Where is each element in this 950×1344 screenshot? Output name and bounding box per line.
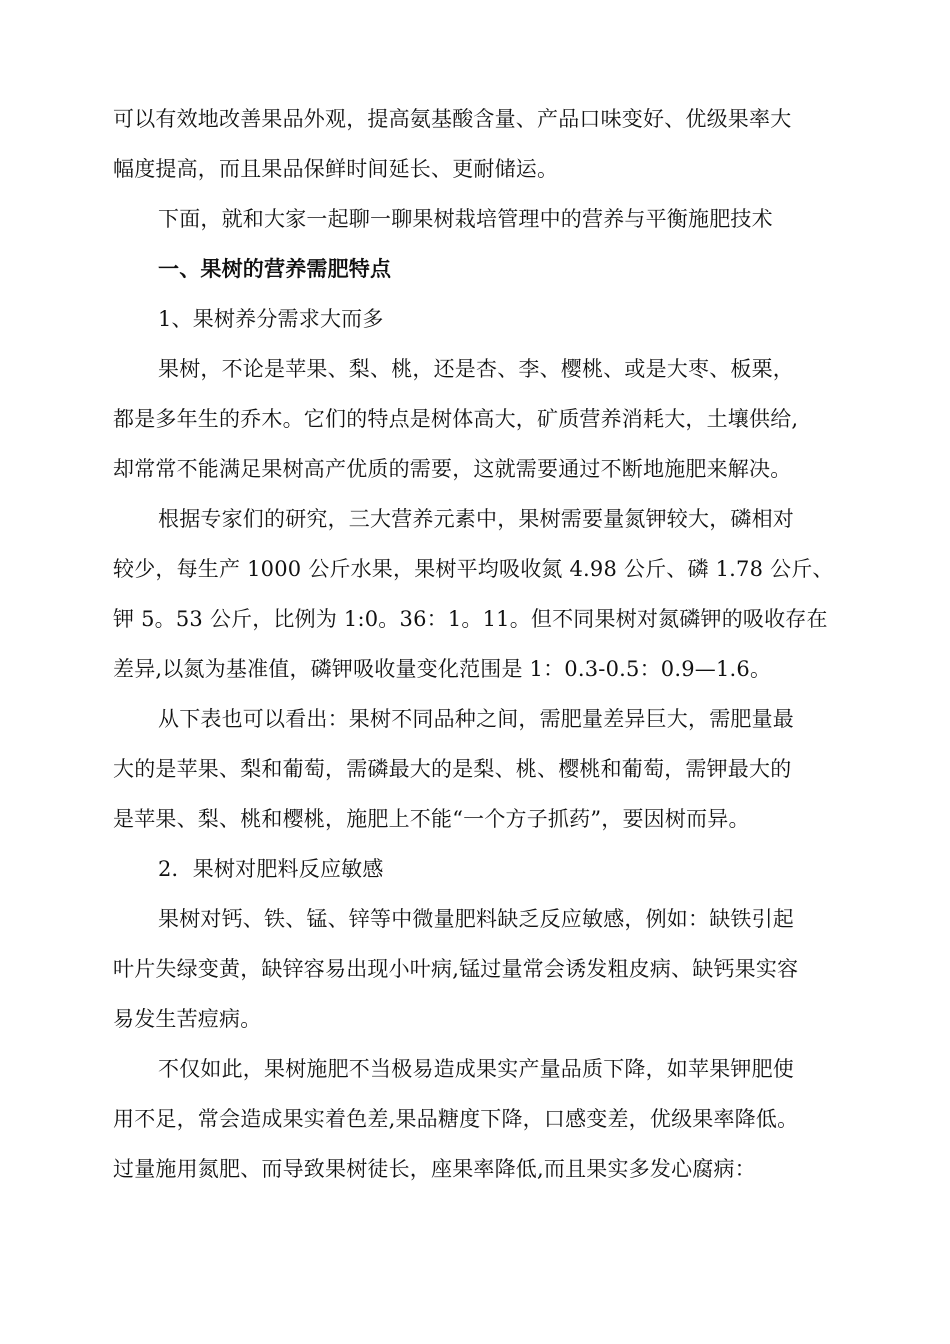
paragraph-line: 是苹果、梨、桃和樱桃，施肥上不能“一个方子抓药”，要因树而异。 (113, 807, 750, 831)
paragraph-line: 叶片失绿变黄，缺锌容易出现小叶病,锰过量常会诱发粗皮病、缺钙果实容 (113, 957, 799, 981)
paragraph-line: 较少，每生产 1000 公斤水果，果树平均吸收氮 4.98 公斤、磷 1.78 公斤、 (113, 557, 834, 581)
paragraph-line: 钾 5。53 公斤，比例为 1:0。36：1。11。但不同果树对氮磷钾的吸收存在 (113, 607, 828, 631)
paragraph-line: 用不足，常会造成果实着色差,果品糖度下降，口感变差，优级果率降低。 (113, 1107, 799, 1131)
paragraph-line: 幅度提高，而且果品保鲜时间延长、更耐储运。 (113, 157, 559, 181)
paragraph-line: 果树，不论是苹果、梨、桃，还是杏、李、樱桃、或是大枣、板栗， (158, 357, 794, 381)
section-heading: 一、果树的营养需肥特点 (158, 256, 392, 281)
paragraph-line: 过量施用氮肥、而导致果树徒长，座果率降低,而且果实多发心腐病： (113, 1157, 756, 1181)
paragraph-line: 差异,以氮为基准值，磷钾吸收量变化范围是 1：0.3-0.5：0.9—1.6。 (113, 657, 772, 681)
paragraph-line: 可以有效地改善果品外观，提高氨基酸含量、产品口味变好、优级果率大 (113, 107, 792, 131)
paragraph-line: 都是多年生的乔木。它们的特点是树体高大，矿质营养消耗大，土壤供给, (113, 407, 799, 431)
paragraph-line: 下面，就和大家一起聊一聊果树栽培管理中的营养与平衡施肥技术 (158, 207, 773, 231)
paragraph-line: 易发生苦痘病。 (113, 1007, 262, 1031)
paragraph-line: 大的是苹果、梨和葡萄，需磷最大的是梨、桃、樱桃和葡萄，需钾最大的 (113, 757, 792, 781)
subsection-heading: 1、果树养分需求大而多 (158, 307, 384, 331)
paragraph-line: 果树对钙、铁、锰、锌等中微量肥料缺乏反应敏感，例如：缺铁引起 (158, 907, 794, 931)
subsection-heading: 2．果树对肥料反应敏感 (158, 857, 384, 881)
paragraph-line: 根据专家们的研究，三大营养元素中，果树需要量氮钾较大，磷相对 (158, 507, 794, 531)
paragraph-line: 不仅如此，果树施肥不当极易造成果实产量品质下降，如苹果钾肥使 (158, 1057, 794, 1081)
paragraph-line: 却常常不能满足果树高产优质的需要，这就需要通过不断地施肥来解决。 (113, 457, 792, 481)
paragraph-line: 从下表也可以看出：果树不同品种之间，需肥量差异巨大，需肥量最 (158, 707, 794, 731)
